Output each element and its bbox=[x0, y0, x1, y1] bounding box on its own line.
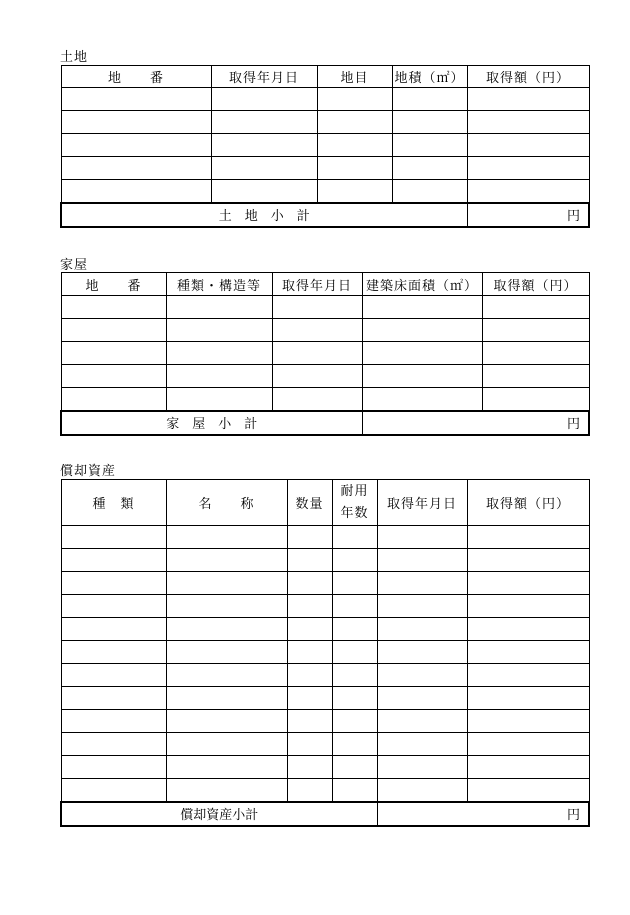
land-cell[interactable] bbox=[317, 180, 392, 203]
land-cell[interactable] bbox=[467, 111, 589, 134]
depreciable-cell[interactable] bbox=[166, 595, 287, 618]
depreciable-cell[interactable] bbox=[377, 618, 467, 641]
land-cell[interactable] bbox=[211, 134, 317, 157]
table-row bbox=[61, 388, 589, 411]
depreciable-cell[interactable] bbox=[332, 664, 377, 687]
table-row bbox=[61, 157, 589, 180]
depreciable-cell[interactable] bbox=[377, 687, 467, 710]
table-row bbox=[61, 180, 589, 203]
depreciable-section-title: 償却資産 bbox=[60, 464, 117, 479]
house-header-acquisition-amount: 取得額（円） bbox=[482, 273, 589, 296]
depreciable-cell[interactable] bbox=[377, 733, 467, 756]
house-cell[interactable] bbox=[482, 365, 589, 388]
land-cell[interactable] bbox=[317, 111, 392, 134]
house-cell[interactable] bbox=[482, 296, 589, 319]
land-cell[interactable] bbox=[392, 111, 467, 134]
house-cell[interactable] bbox=[166, 388, 272, 411]
table-row bbox=[61, 641, 589, 664]
depreciable-cell[interactable] bbox=[61, 641, 166, 664]
depreciable-cell[interactable] bbox=[467, 526, 589, 549]
house-cell[interactable] bbox=[166, 319, 272, 342]
depreciable-cell[interactable] bbox=[61, 595, 166, 618]
depreciable-header-acquisition-amount: 取得額（円） bbox=[467, 480, 589, 526]
house-cell[interactable] bbox=[272, 388, 362, 411]
table-row bbox=[61, 687, 589, 710]
depreciable-cell[interactable] bbox=[61, 756, 166, 779]
depreciable-cell[interactable] bbox=[467, 687, 589, 710]
land-header-acquisition-date: 取得年月日 bbox=[211, 66, 317, 88]
table-row bbox=[61, 733, 589, 756]
depreciable-cell[interactable] bbox=[377, 595, 467, 618]
house-cell[interactable] bbox=[482, 388, 589, 411]
house-cell[interactable] bbox=[272, 296, 362, 319]
land-header-land-category: 地目 bbox=[317, 66, 392, 88]
land-cell[interactable] bbox=[61, 88, 211, 111]
house-section-title: 家屋 bbox=[60, 258, 89, 273]
depreciable-cell[interactable] bbox=[61, 779, 166, 802]
depreciable-cell[interactable] bbox=[332, 687, 377, 710]
land-cell[interactable] bbox=[317, 157, 392, 180]
depreciable-cell[interactable] bbox=[287, 526, 332, 549]
table-row bbox=[61, 111, 589, 134]
depreciable-cell[interactable] bbox=[467, 595, 589, 618]
depreciable-cell[interactable] bbox=[467, 779, 589, 802]
depreciable-cell[interactable] bbox=[61, 549, 166, 572]
depreciable-header-type: 種 類 bbox=[61, 480, 166, 526]
depreciable-cell[interactable] bbox=[166, 641, 287, 664]
land-cell[interactable] bbox=[317, 134, 392, 157]
house-cell[interactable] bbox=[362, 296, 482, 319]
depreciable-cell[interactable] bbox=[332, 710, 377, 733]
depreciable-cell[interactable] bbox=[61, 526, 166, 549]
land-table bbox=[60, 65, 590, 228]
depreciable-cell[interactable] bbox=[332, 595, 377, 618]
table-row bbox=[61, 526, 589, 549]
land-header-lot-number: 地 番 bbox=[61, 66, 211, 88]
house-table bbox=[60, 272, 590, 436]
depreciable-header-name: 名 称 bbox=[166, 480, 287, 526]
table-row bbox=[61, 618, 589, 641]
table-row bbox=[61, 549, 589, 572]
land-cell[interactable] bbox=[317, 88, 392, 111]
depreciable-cell[interactable] bbox=[166, 526, 287, 549]
house-cell[interactable] bbox=[272, 342, 362, 365]
house-subtotal-value[interactable]: 円 bbox=[362, 411, 589, 435]
table-row bbox=[61, 756, 589, 779]
depreciable-cell[interactable] bbox=[166, 687, 287, 710]
table-row bbox=[61, 710, 589, 733]
depreciable-cell[interactable] bbox=[166, 572, 287, 595]
land-subtotal-value[interactable]: 円 bbox=[467, 203, 589, 227]
house-cell[interactable] bbox=[272, 319, 362, 342]
house-cell[interactable] bbox=[482, 342, 589, 365]
depreciable-cell[interactable] bbox=[287, 595, 332, 618]
land-header-acquisition-amount: 取得額（円） bbox=[467, 66, 589, 88]
depreciable-cell[interactable] bbox=[332, 641, 377, 664]
depreciable-cell[interactable] bbox=[467, 641, 589, 664]
depreciable-cell[interactable] bbox=[287, 664, 332, 687]
house-cell[interactable] bbox=[61, 342, 166, 365]
land-cell[interactable] bbox=[392, 180, 467, 203]
house-cell[interactable] bbox=[61, 319, 166, 342]
depreciable-cell[interactable] bbox=[166, 710, 287, 733]
depreciable-cell[interactable] bbox=[61, 687, 166, 710]
depreciable-cell[interactable] bbox=[287, 710, 332, 733]
depreciable-cell[interactable] bbox=[332, 526, 377, 549]
depreciable-cell[interactable] bbox=[61, 664, 166, 687]
land-cell[interactable] bbox=[392, 157, 467, 180]
depreciable-header-useful-life-line1: 耐用 bbox=[340, 483, 369, 499]
house-cell[interactable] bbox=[61, 365, 166, 388]
house-cell[interactable] bbox=[362, 342, 482, 365]
table-row bbox=[61, 134, 589, 157]
depreciable-cell[interactable] bbox=[467, 710, 589, 733]
depreciable-cell[interactable] bbox=[467, 756, 589, 779]
depreciable-cell[interactable] bbox=[166, 549, 287, 572]
table-row bbox=[61, 296, 589, 319]
land-cell[interactable] bbox=[392, 88, 467, 111]
land-cell[interactable] bbox=[467, 180, 589, 203]
depreciable-cell[interactable] bbox=[166, 664, 287, 687]
house-cell[interactable] bbox=[362, 388, 482, 411]
depreciable-cell[interactable] bbox=[287, 687, 332, 710]
land-cell[interactable] bbox=[211, 88, 317, 111]
house-cell[interactable] bbox=[61, 388, 166, 411]
table-row bbox=[61, 572, 589, 595]
depreciable-cell[interactable] bbox=[377, 572, 467, 595]
depreciable-cell[interactable] bbox=[377, 526, 467, 549]
table-row bbox=[61, 365, 589, 388]
depreciable-cell[interactable] bbox=[287, 549, 332, 572]
depreciable-cell[interactable] bbox=[287, 756, 332, 779]
land-cell[interactable] bbox=[211, 111, 317, 134]
house-cell[interactable] bbox=[166, 365, 272, 388]
depreciable-cell[interactable] bbox=[467, 618, 589, 641]
depreciable-cell[interactable] bbox=[61, 618, 166, 641]
land-cell[interactable] bbox=[61, 157, 211, 180]
depreciable-cell[interactable] bbox=[287, 618, 332, 641]
table-row bbox=[61, 88, 589, 111]
depreciable-cell[interactable] bbox=[287, 779, 332, 802]
depreciable-cell[interactable] bbox=[332, 779, 377, 802]
depreciable-cell[interactable] bbox=[377, 664, 467, 687]
depreciable-cell[interactable] bbox=[166, 756, 287, 779]
land-cell[interactable] bbox=[211, 157, 317, 180]
depreciable-cell[interactable] bbox=[467, 664, 589, 687]
table-row bbox=[61, 779, 589, 802]
depreciable-cell[interactable] bbox=[377, 549, 467, 572]
depreciable-cell[interactable] bbox=[467, 549, 589, 572]
house-header-type-structure: 種類・構造等 bbox=[166, 273, 272, 296]
land-cell[interactable] bbox=[61, 134, 211, 157]
depreciable-cell[interactable] bbox=[332, 733, 377, 756]
depreciable-cell[interactable] bbox=[377, 710, 467, 733]
house-cell[interactable] bbox=[166, 342, 272, 365]
depreciable-cell[interactable] bbox=[377, 641, 467, 664]
depreciable-header-quantity: 数量 bbox=[287, 480, 332, 526]
depreciable-cell[interactable] bbox=[166, 733, 287, 756]
land-cell[interactable] bbox=[467, 88, 589, 111]
depreciable-cell[interactable] bbox=[166, 618, 287, 641]
land-subtotal-label: 土 地 小 計 bbox=[61, 203, 467, 227]
house-cell[interactable] bbox=[362, 365, 482, 388]
land-cell[interactable] bbox=[467, 157, 589, 180]
land-cell[interactable] bbox=[211, 180, 317, 203]
depreciable-cell[interactable] bbox=[332, 756, 377, 779]
land-section-title: 土地 bbox=[60, 50, 89, 65]
depreciable-cell[interactable] bbox=[467, 733, 589, 756]
house-header-lot-number: 地 番 bbox=[61, 273, 166, 296]
depreciable-cell[interactable] bbox=[61, 572, 166, 595]
land-header-area: 地積（㎡） bbox=[392, 66, 467, 88]
depreciable-header-useful-life-line2: 年数 bbox=[340, 505, 369, 521]
depreciable-table bbox=[60, 479, 590, 827]
depreciable-header-acquisition-date: 取得年月日 bbox=[377, 480, 467, 526]
depreciable-cell[interactable] bbox=[332, 549, 377, 572]
house-cell[interactable] bbox=[482, 319, 589, 342]
depreciable-cell[interactable] bbox=[287, 641, 332, 664]
table-row bbox=[61, 342, 589, 365]
depreciable-cell[interactable] bbox=[287, 733, 332, 756]
house-cell[interactable] bbox=[362, 319, 482, 342]
house-cell[interactable] bbox=[61, 296, 166, 319]
depreciable-cell[interactable] bbox=[332, 572, 377, 595]
depreciable-cell[interactable] bbox=[332, 618, 377, 641]
house-subtotal-label: 家 屋 小 計 bbox=[61, 411, 362, 435]
land-cell[interactable] bbox=[467, 134, 589, 157]
table-row bbox=[61, 664, 589, 687]
table-row bbox=[61, 319, 589, 342]
land-cell[interactable] bbox=[61, 180, 211, 203]
depreciable-cell[interactable] bbox=[287, 572, 332, 595]
land-cell[interactable] bbox=[61, 111, 211, 134]
depreciable-cell[interactable] bbox=[467, 572, 589, 595]
house-cell[interactable] bbox=[272, 365, 362, 388]
depreciable-cell[interactable] bbox=[61, 733, 166, 756]
house-cell[interactable] bbox=[166, 296, 272, 319]
depreciable-cell[interactable] bbox=[377, 756, 467, 779]
house-header-acquisition-date: 取得年月日 bbox=[272, 273, 362, 296]
depreciable-cell[interactable] bbox=[377, 779, 467, 802]
depreciable-subtotal-label: 償却資産小計 bbox=[61, 802, 377, 826]
house-header-floor-area: 建築床面積（㎡） bbox=[362, 273, 482, 296]
depreciable-cell[interactable] bbox=[166, 779, 287, 802]
table-row bbox=[61, 595, 589, 618]
depreciable-cell[interactable] bbox=[61, 710, 166, 733]
depreciable-subtotal-value[interactable]: 円 bbox=[377, 802, 589, 826]
depreciable-header-useful-life bbox=[332, 480, 377, 526]
land-cell[interactable] bbox=[392, 134, 467, 157]
